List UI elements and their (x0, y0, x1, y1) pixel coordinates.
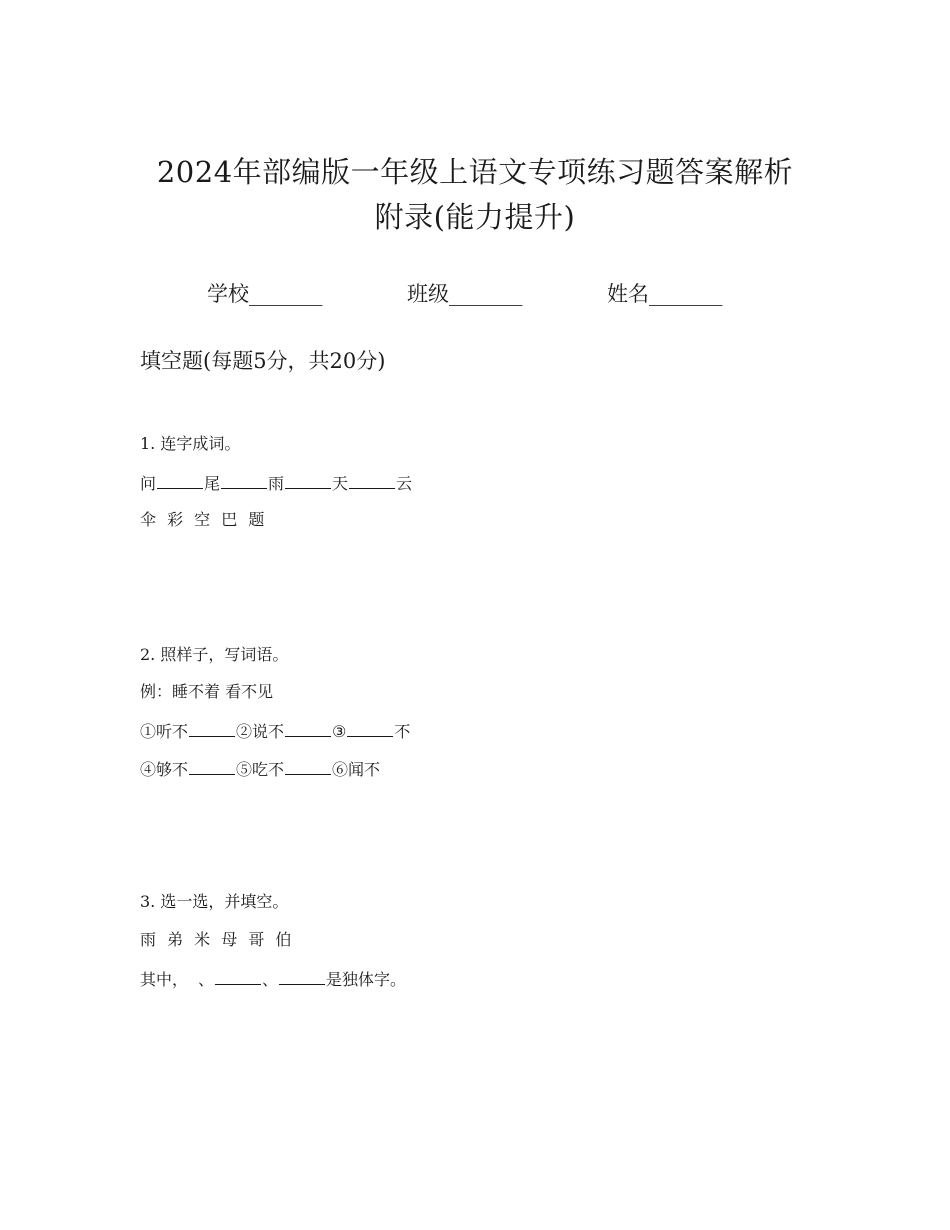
q3-separator: 、 (198, 970, 215, 989)
title-line-1: 2024年部编版一年级上语文专项练习题答案解析 (156, 155, 794, 189)
q3-prompt: 3. 选一选，并填空。 (140, 892, 289, 911)
q2-item: ⑥闻不 (332, 760, 381, 779)
blank-line (285, 472, 331, 489)
title-line-2: 附录(能力提升) (374, 199, 576, 234)
q3-fill-end: 是独体字。 (326, 970, 407, 989)
blank-line (285, 758, 331, 775)
blank-line (347, 720, 393, 737)
blank-line (279, 968, 325, 985)
q2-example: 例：睡不着 看不见 (140, 682, 274, 701)
q1-options: 伞 彩 空 巴 题 (140, 510, 265, 529)
section-title: 填空题(每题5分，共20分) (140, 349, 386, 373)
q1-char: 天 (332, 474, 349, 493)
blank-line (285, 720, 331, 737)
q2-prompt: 2. 照样子，写词语。 (140, 645, 289, 664)
class-field: 班级_______ (407, 282, 523, 306)
q2-item: ①听不 (140, 722, 189, 741)
q2-item: ②说不 (236, 722, 285, 741)
blank-line (157, 472, 203, 489)
q2-row-2 (140, 758, 380, 780)
q3-fill-row (140, 968, 406, 990)
page-title (0, 150, 950, 240)
q1-char: 问 (140, 474, 157, 493)
q1-char: 雨 (268, 474, 285, 493)
q2-item: ④够不 (140, 760, 189, 779)
name-field: 姓名_______ (607, 282, 723, 306)
blank-line (189, 758, 235, 775)
q3-fill-start: 其中， (140, 970, 189, 989)
q3-options: 雨 弟 米 母 哥 伯 (140, 930, 292, 949)
q1-chars-row (140, 472, 412, 494)
blank-line (349, 472, 395, 489)
q2-item: 不 (394, 722, 411, 741)
q1-char: 尾 (204, 474, 221, 493)
school-field: 学校_______ (207, 282, 323, 306)
blank-line (215, 968, 261, 985)
q2-item: ⑤吃不 (236, 760, 285, 779)
blank-line (221, 472, 267, 489)
q2-row-1 (140, 720, 410, 742)
q1-char: 云 (396, 474, 413, 493)
q1-prompt: 1. 连字成词。 (140, 434, 241, 453)
blank-line (189, 720, 235, 737)
q3-separator: 、 (262, 970, 279, 989)
q2-item: ③ (332, 722, 347, 741)
